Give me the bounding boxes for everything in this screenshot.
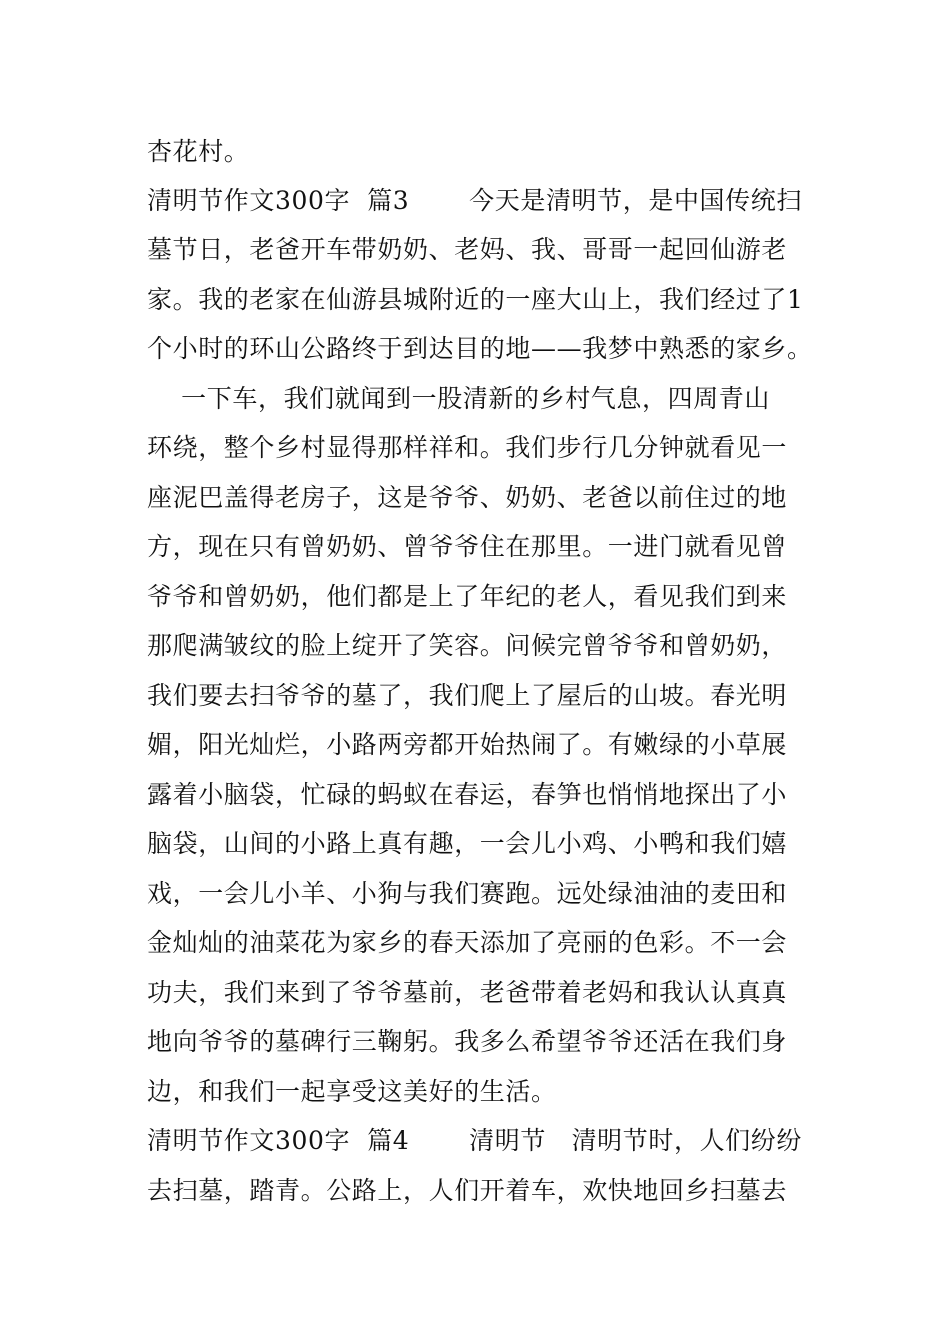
text-line: 戏，一会儿小羊、小狗与我们赛跑。远处绿油油的麦田和 [147,879,788,908]
text-line: 露着小脑袋，忙碌的蚂蚁在春运，春笋也悄悄地探出了小 [147,780,788,809]
text-line: 一下车，我们就闻到一股清新的乡村气息，四周青山 [147,384,770,413]
text-line: 那爬满皱纹的脸上绽开了笑容。问候完曾爷爷和曾奶奶， [147,631,788,660]
text-line: 爷爷和曾奶奶，他们都是上了年纪的老人，看见我们到来 [147,582,788,611]
text-line: 我们要去扫爷爷的墓了，我们爬上了屋后的山坡。春光明 [147,681,788,710]
text-line: 环绕，整个乡村显得那样祥和。我们步行几分钟就看见一 [147,433,788,462]
text-line: 杏花村。 [147,137,250,166]
text-line: 脑袋，山间的小路上真有趣，一会儿小鸡、小鸭和我们嬉 [147,829,788,858]
text-line: 金灿灿的油菜花为家乡的春天添加了亮丽的色彩。不一会 [147,928,788,957]
text-line: 功夫，我们来到了爷爷墓前，老爸带着老妈和我认认真真 [147,978,788,1007]
text-line: 方，现在只有曾奶奶、曾爷爷住在那里。一进门就看见曾 [147,532,788,561]
text-line: 边，和我们一起享受这美好的生活。 [147,1077,557,1106]
text-line: 清明节作文300字 篇3 今天是清明节，是中国传统扫 [147,186,802,215]
text-line: 座泥巴盖得老房子，这是爷爷、奶奶、老爸以前住过的地 [147,483,788,512]
text-line: 地向爷爷的墓碑行三鞠躬。我多么希望爷爷还活在我们身 [147,1027,788,1056]
text-line: 家。我的老家在仙游县城附近的一座大山上，我们经过了1 [147,285,804,314]
text-line: 个小时的环山公路终于到达目的地——我梦中熟悉的家乡。 [147,334,813,363]
text-line: 墓节日，老爸开车带奶奶、老妈、我、哥哥一起回仙游老 [147,235,788,264]
text-line: 媚，阳光灿烂，小路两旁都开始热闹了。有嫩绿的小草展 [147,730,788,759]
text-line: 清明节作文300字 篇4 清明节 清明节时，人们纷纷 [147,1126,802,1155]
text-line: 去扫墓，踏青。公路上，人们开着车，欢快地回乡扫墓去 [147,1176,788,1205]
